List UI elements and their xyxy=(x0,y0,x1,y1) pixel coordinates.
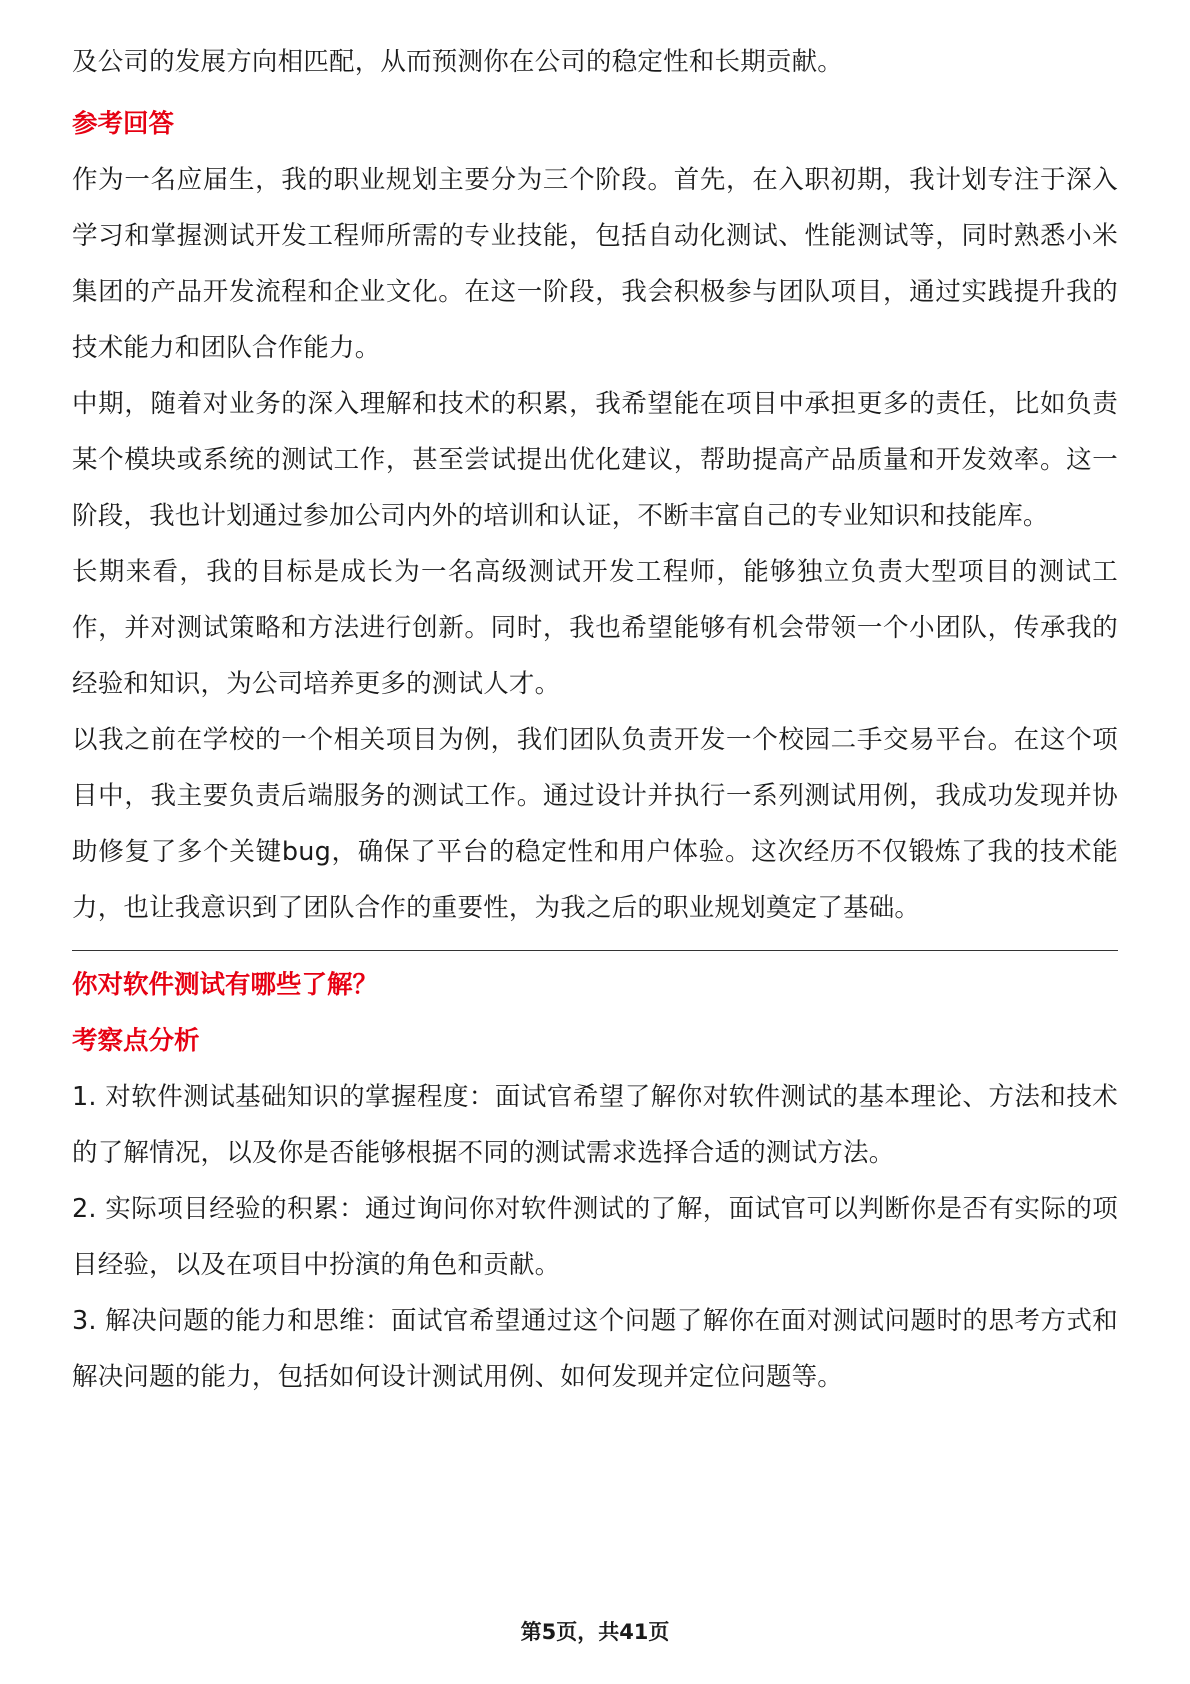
analysis-point: 1. 对软件测试基础知识的掌握程度：面试官希望了解你对软件测试的基本理论、方法和技术的了解情况，以及你是否能够根据不同的测试需求选择合适的测试方法。 xyxy=(72,1082,1118,1168)
document-page xyxy=(72,0,1118,1405)
section-heading-reference-answer: 参考回答 xyxy=(72,109,175,139)
answer-paragraph: 长期来看，我的目标是成长为一名高级测试开发工程师，能够独立负责大型项目的测试工作，并对测试策略和方法进行创新。同时，我也希望能够有机会带领一个小团队，传承我的经验和知识，为公司培养更多的测试人才。 xyxy=(72,557,1118,699)
analysis-point: 3. 解决问题的能力和思维：面试官希望通过这个问题了解你在面对测试问题时的思考方式和解决问题的能力，包括如何设计测试用例、如何发现并定位问题等。 xyxy=(72,1306,1118,1392)
section-divider xyxy=(72,950,1118,951)
analysis-point: 2. 实际项目经验的积累：通过询问你对软件测试的了解，面试官可以判断你是否有实际的项目经验，以及在项目中扮演的角色和贡献。 xyxy=(72,1194,1118,1280)
answer-paragraph: 作为一名应届生，我的职业规划主要分为三个阶段。首先，在入职初期，我计划专注于深入学习和掌握测试开发工程师所需的专业技能，包括自动化测试、性能测试等，同时熟悉小米集团的产品开发流程和企业文化。在这一阶段，我会积极参与团队项目，通过实践提升我的技术能力和团队合作能力。 xyxy=(72,165,1118,363)
answer-paragraph: 以我之前在学校的一个相关项目为例，我们团队负责开发一个校园二手交易平台。在这个项目中，我主要负责后端服务的测试工作。通过设计并执行一系列测试用例，我成功发现并协助修复了多个关键bug，确保了平台的稳定性和用户体验。这次经历不仅锻炼了我的技术能力，也让我意识到了团队合作的重要性，为我之后的职业规划奠定了基础。 xyxy=(72,725,1118,923)
answer-paragraph: 中期，随着对业务的深入理解和技术的积累，我希望能在项目中承担更多的责任，比如负责某个模块或系统的测试工作，甚至尝试提出优化建议，帮助提高产品质量和开发效率。这一阶段，我也计划通过参加公司内外的培训和认证，不断丰富自己的专业知识和技能库。 xyxy=(72,389,1118,531)
page-number-footer: 第5页，共41页 xyxy=(520,1620,670,1644)
section-heading-analysis: 考察点分析 xyxy=(72,1026,200,1056)
question-title: 你对软件测试有哪些了解？ xyxy=(72,970,379,1000)
top-line: 及公司的发展方向相匹配，从而预测你在公司的稳定性和长期贡献。 xyxy=(72,47,844,77)
